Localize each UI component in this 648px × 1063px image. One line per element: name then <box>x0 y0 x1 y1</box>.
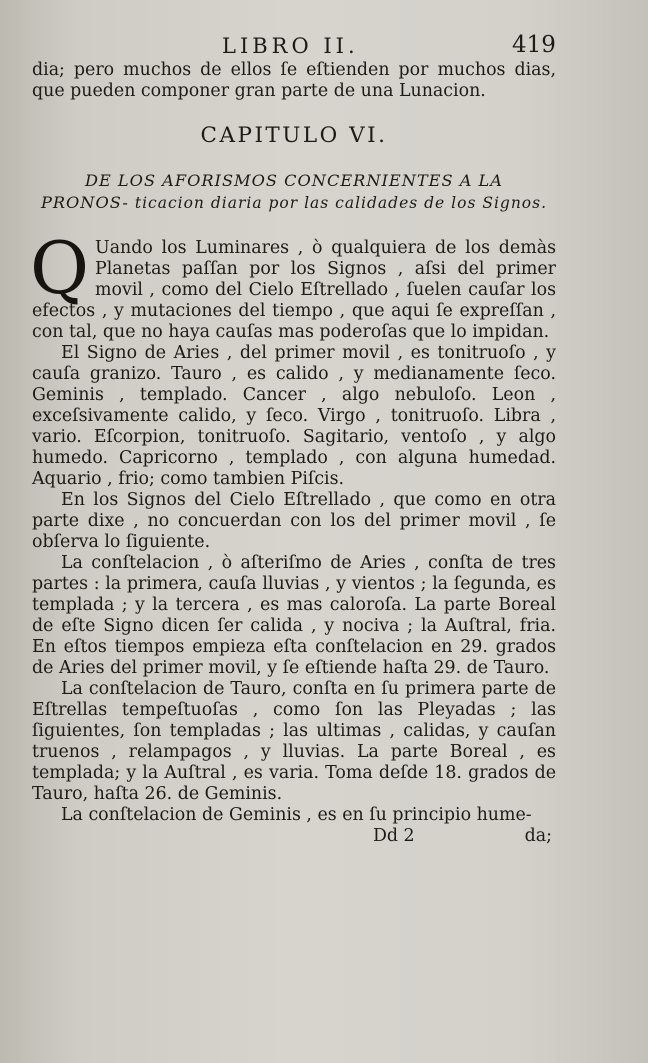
paragraph-5: La conſtelacion de Tauro, conſta en ſu primera parte de Eſtrellas tempeſtuoſas , como ſon las Pleyadas ; las ſiguientes, ſon templadas ; las ultimas , calidas, y cauſan truenos , relampagos , y lluvias. La parte Boreal , es templada; y la Auſtral , es varia. Toma deſde 18. grados de Tauro, haſta 26. de Geminis. <box>32 679 556 804</box>
chapter-subtitle-lead: DE LOS AFORISMOS CONCERNIENTES A LA PRONOS- <box>40 171 503 212</box>
paragraph-1-text: Uando los Luminares , ò qualquiera de los demàs Planetas paſſan por los Signos , aſsi del primer movil , como del Cielo Eſtrellado , ſuelen cauſar los efectos , y mutaciones del tiempo , que aqui ſe expreſſan , con tal, que no haya cauſas mas poderoſas que lo impidan. <box>32 238 556 342</box>
chapter-title: CAPITULO VI. <box>200 123 388 148</box>
paragraph-6: La conſtelacion de Geminis , es en ſu principio hume- <box>61 805 532 825</box>
paragraph-3: En los Signos del Cielo Eſtrellado , que como en otra parte dixe , no concuerdan con los del primer movil , ſe obſerva lo ſiguiente. <box>32 490 556 552</box>
drop-cap: Q <box>30 226 90 310</box>
body-text <box>32 60 556 847</box>
page-number: 419 <box>512 32 556 58</box>
page-footer <box>32 826 556 847</box>
paragraph-1 <box>30 226 556 343</box>
chapter-subtitle <box>40 170 548 214</box>
running-head: LIBRO II. <box>222 34 359 58</box>
opening-text: dia; pero muchos de ellos ſe eſtienden por muchos dias, que pueden componer gran parte de una Lunacion. <box>32 60 556 101</box>
chapter-subtitle-rest: ticacion diaria por las calidades de los Signos. <box>134 194 548 212</box>
catchword: da; <box>524 826 552 846</box>
signature-mark: Dd 2 <box>372 826 415 846</box>
paragraph-2: El Signo de Aries , del primer movil , es tonitruoſo , y cauſa granizo. Tauro , es calido , y medianamente ſeco. Geminis , templado. Cancer , algo nebuloſo. Leon , exceſsivamente calido, y ſeco. Virgo , tonitruoſo. Libra , vario. Eſcorpion, tonitruoſo. Sagitario, ventoſo , y algo humedo. Capricorno , templado , con alguna humedad. Aquario , frio; como tambien Piſcis. <box>32 343 556 489</box>
paragraph-4: La conſtelacion , ò aſteriſmo de Aries , conſta de tres partes : la primera, cauſa lluvias , y vientos ; la ſegunda, es templada ; y la tercera , es mas caloroſa. La parte Boreal de eſte Signo dicen ſer calida , y nociva ; la Auſtral, fria. En eſtos tiempos empieza eſta conſtelacion en 29. grados de Aries del primer movil, y ſe eſtiende haſta 29. de Tauro. <box>32 553 556 678</box>
page-header <box>0 30 648 64</box>
